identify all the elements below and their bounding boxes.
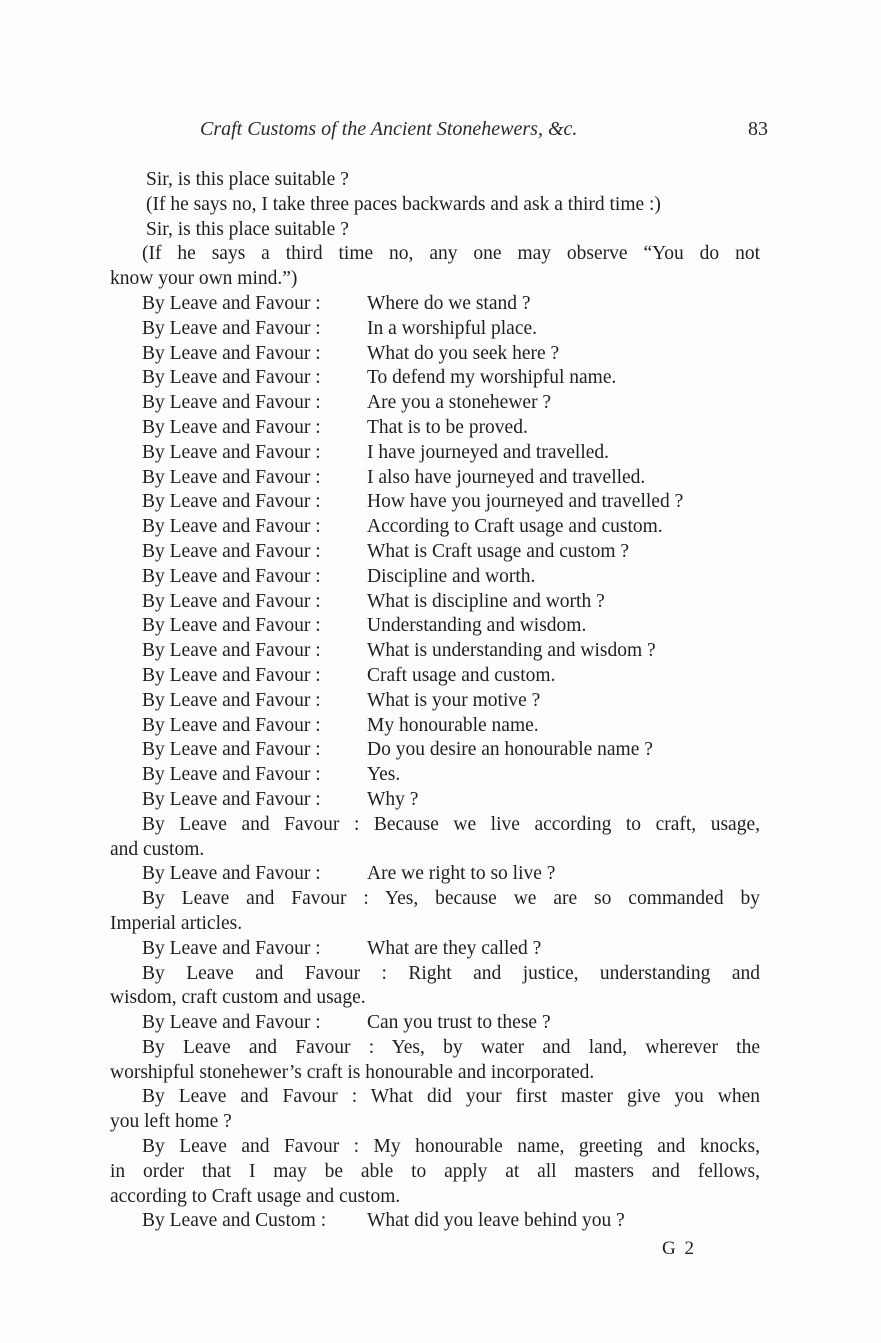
dialogue-text: What is Craft usage and custom ?	[367, 540, 630, 562]
dialogue-line	[110, 342, 760, 367]
paragraph-line: in order that I may be able to apply at all masters and fellows,	[110, 1160, 760, 1182]
speaker: By Leave and Favour :	[142, 516, 321, 538]
dialogue-line	[110, 1011, 760, 1036]
page-body	[110, 168, 760, 1234]
paragraph-line: according to Craft usage and custom.	[110, 1185, 401, 1207]
dialogue-line	[110, 466, 760, 491]
speaker: By Leave and Favour :	[142, 317, 321, 339]
paragraph-line: By Leave and Favour : My honourable name, greeting and knocks,	[142, 1136, 760, 1158]
dialogue-line	[110, 490, 760, 515]
speaker: By Leave and Favour :	[142, 764, 321, 786]
dialogue-line	[110, 441, 760, 466]
dialogue-line	[110, 664, 760, 689]
dialogue-line	[110, 540, 760, 565]
dialogue-line	[110, 763, 760, 788]
paragraph	[110, 1135, 760, 1209]
dialogue-text: What is discipline and worth ?	[367, 590, 605, 612]
dialogue-text: I also have journeyed and travelled.	[367, 466, 646, 488]
intro-line: Sir, is this place suitable ?	[146, 169, 349, 190]
running-title: Craft Customs of the Ancient Stonehewers, &c.	[200, 118, 578, 140]
speaker: By Leave and Favour :	[142, 565, 321, 587]
dialogue-line	[110, 366, 760, 391]
dialogue-text: What are they called ?	[367, 937, 542, 959]
speaker: By Leave and Favour :	[142, 367, 321, 389]
speaker: By Leave and Favour :	[142, 615, 321, 637]
dialogue-line	[110, 1209, 760, 1234]
speaker: By Leave and Favour :	[142, 342, 321, 364]
dialogue-text: How have you journeyed and travelled ?	[367, 491, 684, 513]
dialogue-text: Where do we stand ?	[367, 292, 531, 314]
dialogue-text: In a worshipful place.	[367, 317, 538, 339]
paragraph-line: By Leave and Favour : Because we live according to craft, usage,	[142, 813, 760, 835]
dialogue-line	[110, 738, 760, 763]
paragraph-line: you left home ?	[110, 1111, 232, 1133]
paragraph-line: By Leave and Favour : What did your first master give you when	[142, 1086, 760, 1108]
dialogue-text: What is understanding and wisdom ?	[367, 640, 656, 662]
dialogue-text: Yes.	[367, 764, 401, 786]
dialogue-text: According to Craft usage and custom.	[367, 516, 663, 538]
intro-paragraph	[110, 242, 760, 292]
paragraph	[110, 813, 760, 863]
speaker: By Leave and Favour :	[142, 466, 321, 488]
speaker: By Leave and Favour :	[142, 491, 321, 513]
speaker: By Leave and Favour :	[142, 739, 321, 761]
speaker: By Leave and Favour :	[142, 540, 321, 562]
speaker: By Leave and Favour :	[142, 292, 321, 314]
dialogue-line	[110, 416, 760, 441]
speaker: By Leave and Custom :	[142, 1210, 327, 1232]
speaker: By Leave and Favour :	[142, 863, 321, 885]
signature-mark: G 2	[662, 1238, 696, 1259]
dialogue-text: I have journeyed and travelled.	[367, 441, 610, 463]
dialogue-text: Why ?	[367, 788, 419, 810]
dialogue-line	[110, 590, 760, 615]
dialogue-line	[110, 639, 760, 664]
paragraph-line: worshipful stonehewer’s craft is honourable and incorporated.	[110, 1061, 595, 1083]
dialogue-text: What did you leave behind you ?	[367, 1210, 625, 1232]
dialogue-text: Can you trust to these ?	[367, 1012, 551, 1034]
speaker: By Leave and Favour :	[142, 714, 321, 736]
speaker: By Leave and Favour :	[142, 788, 321, 810]
dialogue-text: Are we right to so live ?	[367, 863, 556, 885]
paragraph-line: and custom.	[110, 838, 205, 860]
speaker: By Leave and Favour :	[142, 416, 321, 438]
speaker: By Leave and Favour :	[142, 590, 321, 612]
dialogue-line	[110, 565, 760, 590]
dialogue-line	[110, 391, 760, 416]
dialogue-line	[110, 862, 760, 887]
dialogue-line	[110, 788, 760, 813]
dialogue-text: What do you seek here ?	[367, 342, 560, 364]
dialogue-line	[110, 937, 760, 962]
dialogue-text: Understanding and wisdom.	[367, 615, 587, 637]
speaker: By Leave and Favour :	[142, 392, 321, 414]
speaker: By Leave and Favour :	[142, 640, 321, 662]
paragraph-line: By Leave and Favour : Yes, because we are so commanded by	[142, 888, 760, 910]
dialogue-line	[110, 614, 760, 639]
running-header	[200, 116, 768, 142]
paragraph-line: By Leave and Favour : Yes, by water and land, wherever the	[142, 1036, 760, 1058]
paragraph-line: know your own mind.”)	[110, 268, 298, 290]
speaker: By Leave and Favour :	[142, 1012, 321, 1034]
paragraph-line: Imperial articles.	[110, 912, 243, 934]
dialogue-text: Are you a stonehewer ?	[367, 392, 552, 414]
dialogue-text: Do you desire an honourable name ?	[367, 739, 653, 761]
speaker: By Leave and Favour :	[142, 441, 321, 463]
dialogue-text: My honourable name.	[367, 714, 539, 736]
paragraph	[110, 887, 760, 937]
speaker: By Leave and Favour :	[142, 664, 321, 686]
speaker: By Leave and Favour :	[142, 689, 321, 711]
dialogue-text: To defend my worshipful name.	[367, 367, 617, 389]
dialogue-line	[110, 292, 760, 317]
paragraph	[110, 1085, 760, 1135]
page-number: 83	[748, 118, 768, 140]
paragraph-line: (If he says a third time no, any one may observe “You do not	[142, 243, 760, 265]
dialogue-text: Craft usage and custom.	[367, 664, 556, 686]
paragraph-line: By Leave and Favour : Right and justice, understanding and	[142, 962, 760, 984]
paragraph	[110, 1036, 760, 1086]
dialogue-line	[110, 317, 760, 342]
dialogue-line	[110, 515, 760, 540]
dialogue-text: Discipline and worth.	[367, 565, 536, 587]
intro-line: Sir, is this place suitable ?	[146, 218, 349, 240]
dialogue-line	[110, 714, 760, 739]
dialogue-block-a	[110, 292, 760, 813]
speaker: By Leave and Favour :	[142, 937, 321, 959]
paragraph-line: wisdom, craft custom and usage.	[110, 987, 366, 1009]
dialogue-text: What is your motive ?	[367, 689, 541, 711]
dialogue-text: That is to be proved.	[367, 416, 528, 438]
paragraph	[110, 962, 760, 1012]
intro-line: (If he says no, I take three paces backwards and ask a third time :)	[146, 193, 661, 215]
dialogue-line	[110, 689, 760, 714]
